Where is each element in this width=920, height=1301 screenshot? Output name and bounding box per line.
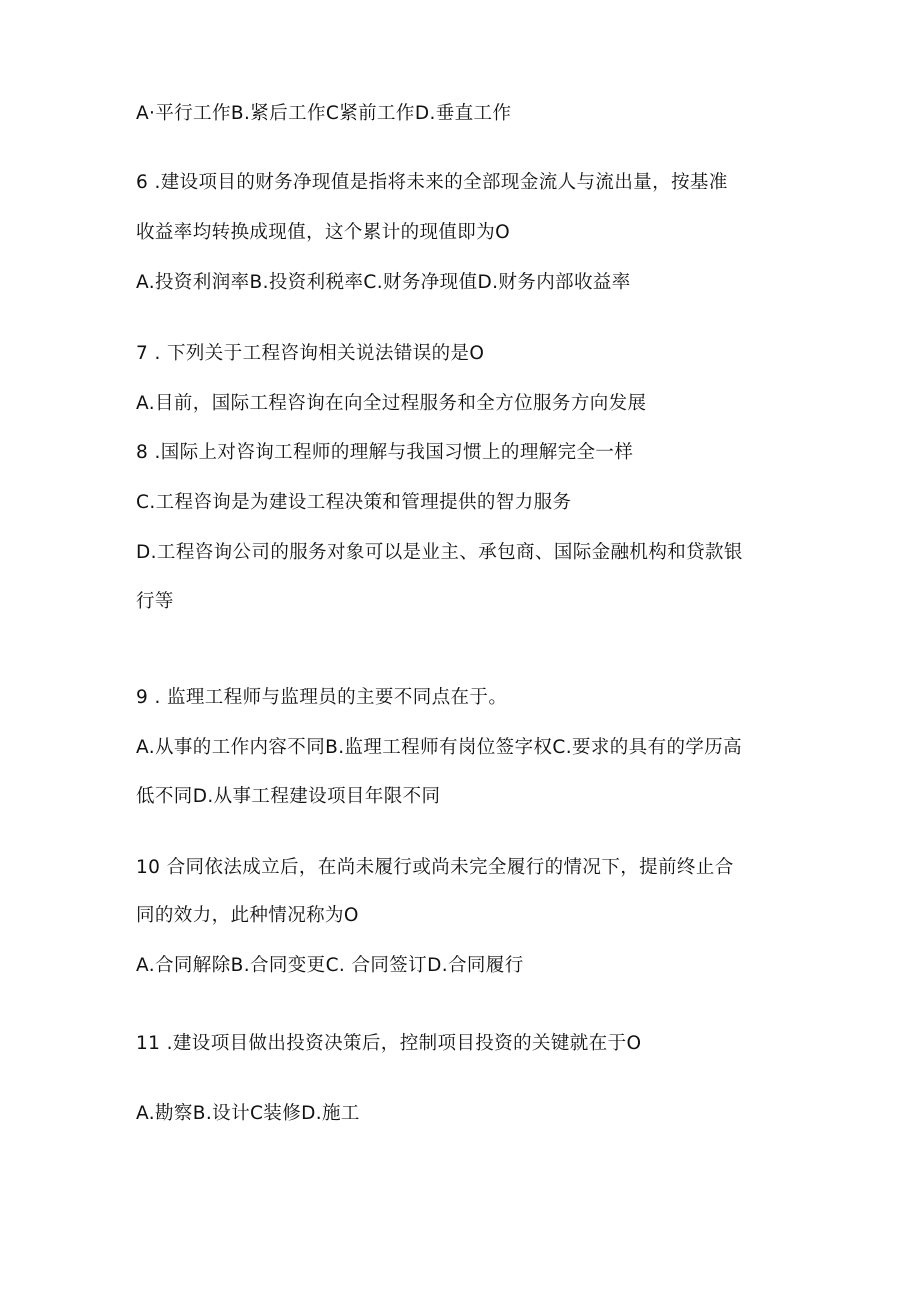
question-8: 8 .国际上对咨询工程师的理解与我国习惯上的理解完全一样 — [136, 442, 634, 463]
question-7: 7 . 下列关于工程咨询相关说法错误的是O — [136, 343, 485, 364]
question-6-line-1: 6 .建设项目的财务净现值是指将未来的全部现金流人与流出量，按基准 — [136, 172, 728, 193]
option-c: C.工程咨询是为建设工程决策和管理提供的智力服务 — [136, 492, 572, 513]
option-a: A.目前，国际工程咨询在向全过程服务和全方位服务方向发展 — [136, 393, 647, 414]
question-10-line-1: 10 合同依法成立后，在尚未履行或尚未完全履行的情况下，提前终止合 — [136, 857, 734, 878]
question-6-options: A.投资利润率B.投资利税率C.财务净现值D.财务内部收益率 — [136, 272, 631, 293]
option-d-line-1: D.工程咨询公司的服务对象可以是业主、承包商、国际金融机构和贷款银 — [136, 542, 743, 563]
question-9-options-line-1: A.从事的工作内容不同B.监理工程师有岗位签字权C.要求的具有的学历高 — [136, 737, 743, 758]
question-10-options: A.合同解除B.合同变更C. 合同签订D.合同履行 — [136, 955, 524, 976]
question-9-options-line-2: 低不同D.从事工程建设项目年限不同 — [136, 786, 441, 807]
question-11: 11 .建设项目做出投资决策后，控制项目投资的关键就在于O — [136, 1033, 642, 1054]
option-d-line-2: 行等 — [136, 591, 174, 612]
question-10-line-2: 同的效力，此种情况称为O — [136, 905, 359, 926]
question-11-options: A.勘察B.设计C装修D.施工 — [136, 1103, 360, 1124]
question-6-line-2: 收益率均转换成现值，这个累计的现值即为O — [136, 222, 511, 243]
question-9: 9 . 监理工程师与监理员的主要不同点在于。 — [136, 687, 508, 708]
text-line: A·平行工作B.紧后工作C紧前工作D.垂直工作 — [136, 103, 512, 124]
